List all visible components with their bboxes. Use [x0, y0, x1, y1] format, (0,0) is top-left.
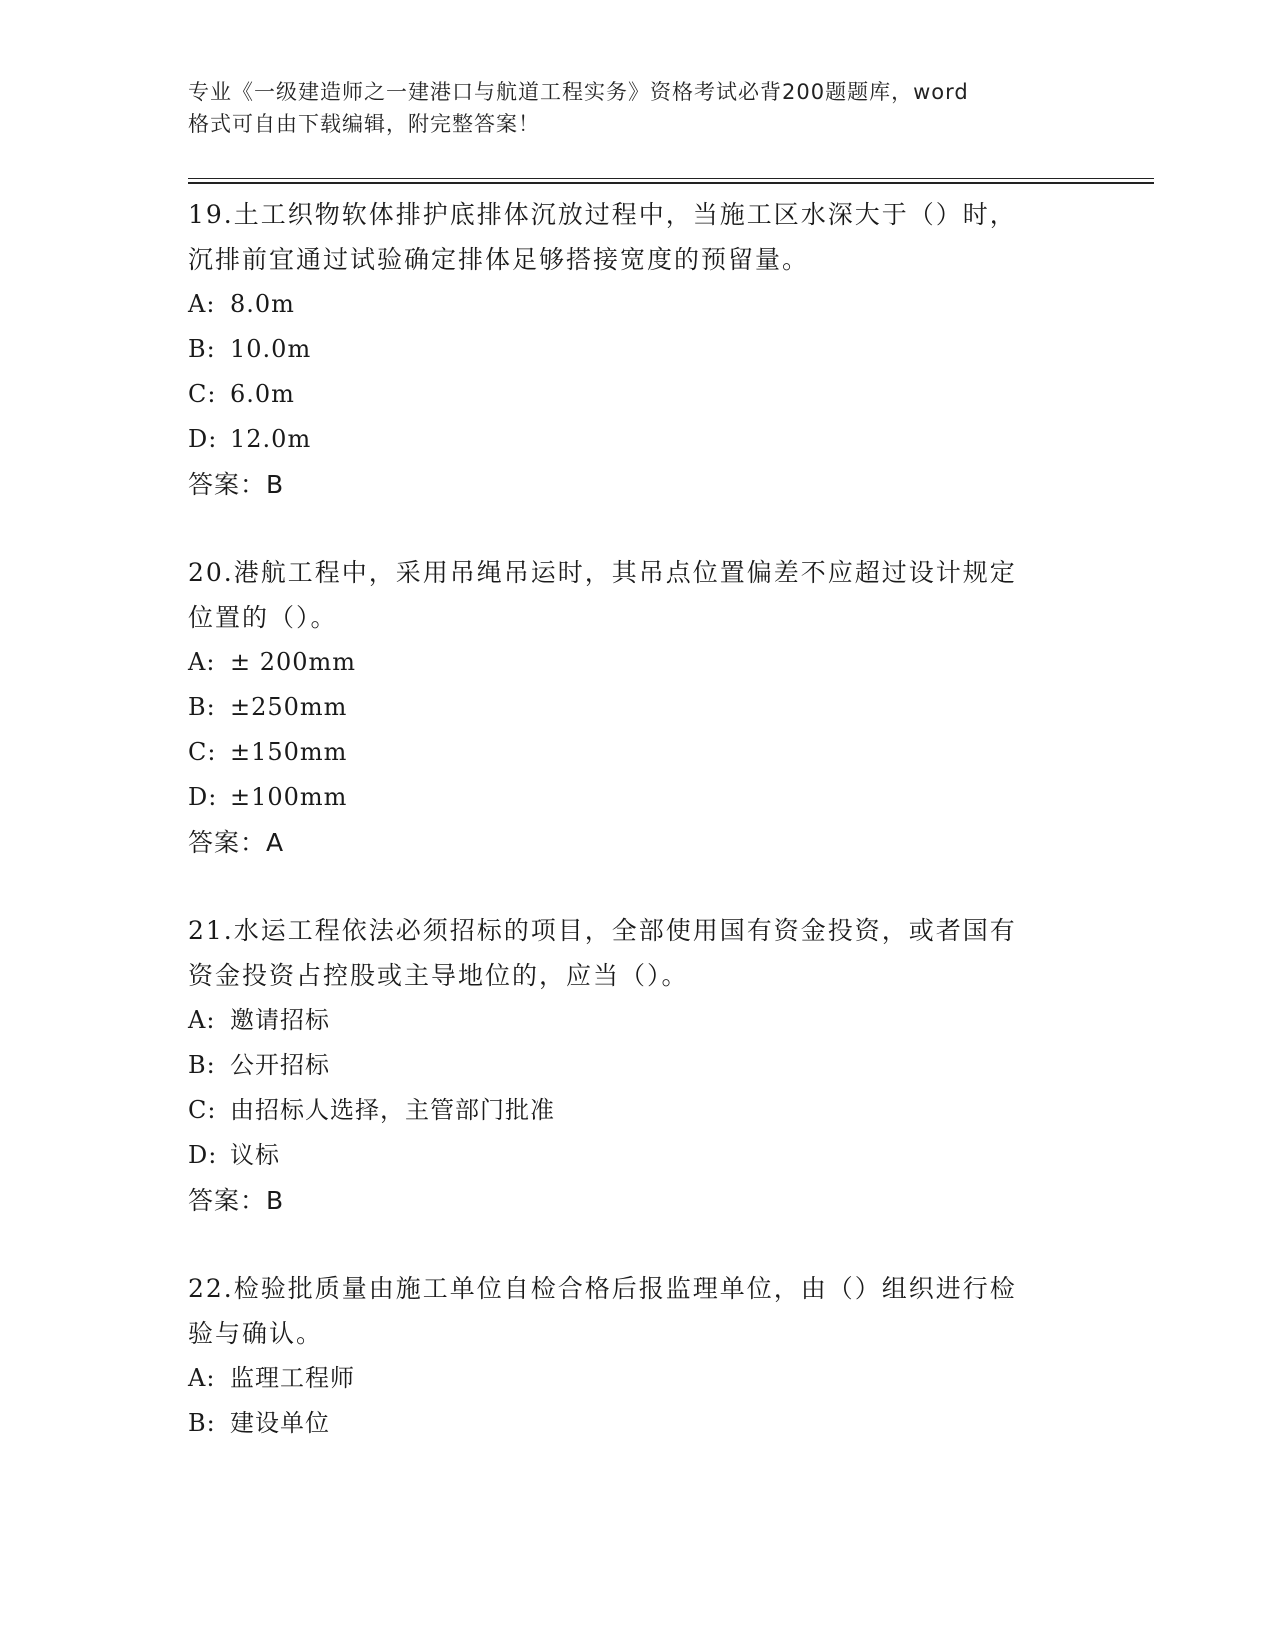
option-text: ±250mm — [230, 693, 348, 721]
option-text: 10.0m — [230, 335, 312, 363]
option-letter: B: — [188, 1051, 216, 1079]
option-letter: D: — [188, 1141, 218, 1169]
option-d — [188, 1133, 1088, 1178]
option-c — [188, 372, 1088, 417]
option-text: 由招标人选择，主管部门批准 — [230, 1096, 555, 1124]
option-a — [188, 282, 1088, 327]
option-letter: B: — [188, 1409, 216, 1437]
option-b — [188, 1043, 1088, 1088]
question-20 — [188, 550, 1088, 865]
question-stem-line: 位置的（）。 — [188, 603, 338, 632]
question-stem-line: 20.港航工程中，采用吊绳吊运时，其吊点位置偏差不应超过设计规定 — [188, 558, 1017, 587]
answer-line: 答案：A — [188, 828, 285, 857]
option-letter: A: — [188, 290, 216, 318]
option-text: 8.0m — [230, 290, 295, 318]
option-text: ± 200mm — [230, 648, 357, 676]
answer-line: 答案：B — [188, 470, 285, 499]
option-d — [188, 775, 1088, 820]
option-text: 6.0m — [230, 380, 295, 408]
option-c — [188, 730, 1088, 775]
option-letter: A: — [188, 648, 216, 676]
option-text: 12.0m — [230, 425, 312, 453]
option-letter: A: — [188, 1006, 216, 1034]
option-text: 邀请招标 — [230, 1006, 330, 1034]
header-line-2: 格式可自由下载编辑，附完整答案！ — [188, 112, 540, 136]
question-stem-line: 验与确认。 — [188, 1319, 324, 1348]
option-a — [188, 1356, 1088, 1401]
question-stem-line: 资金投资占控股或主导地位的，应当（）。 — [188, 961, 689, 990]
option-letter: D: — [188, 425, 218, 453]
header-divider-thin — [188, 178, 1154, 179]
question-21 — [188, 908, 1088, 1223]
option-text: 监理工程师 — [230, 1364, 355, 1392]
option-b — [188, 1401, 1088, 1446]
answer-line: 答案：B — [188, 1186, 285, 1215]
question-stem-line: 沉排前宜通过试验确定排体足够搭接宽度的预留量。 — [188, 245, 810, 274]
option-text: 议标 — [230, 1141, 280, 1169]
option-letter: C: — [188, 380, 217, 408]
question-list — [188, 192, 1088, 1489]
option-letter: B: — [188, 693, 216, 721]
option-letter: C: — [188, 1096, 217, 1124]
option-text: ±150mm — [230, 738, 348, 766]
question-22 — [188, 1266, 1088, 1446]
header-line-1: 专业《一级建造师之一建港口与航道工程实务》资格考试必背200题题库，word — [188, 80, 969, 104]
header-divider-thick — [188, 182, 1154, 184]
question-stem-line: 19.土工织物软体排护底排体沉放过程中，当施工区水深大于（）时， — [188, 200, 1017, 229]
option-text: ±100mm — [230, 783, 348, 811]
question-stem-line: 21.水运工程依法必须招标的项目，全部使用国有资金投资，或者国有 — [188, 916, 1017, 945]
option-letter: A: — [188, 1364, 216, 1392]
question-19 — [188, 192, 1088, 507]
option-a — [188, 640, 1088, 685]
option-a — [188, 998, 1088, 1043]
option-c — [188, 1088, 1088, 1133]
document-header — [188, 76, 1068, 140]
question-stem-line: 22.检验批质量由施工单位自检合格后报监理单位，由（）组织进行检 — [188, 1274, 1017, 1303]
option-text: 建设单位 — [230, 1409, 330, 1437]
option-letter: D: — [188, 783, 218, 811]
option-b — [188, 685, 1088, 730]
option-text: 公开招标 — [230, 1051, 330, 1079]
option-letter: B: — [188, 335, 216, 363]
option-b — [188, 327, 1088, 372]
option-letter: C: — [188, 738, 217, 766]
option-d — [188, 417, 1088, 462]
